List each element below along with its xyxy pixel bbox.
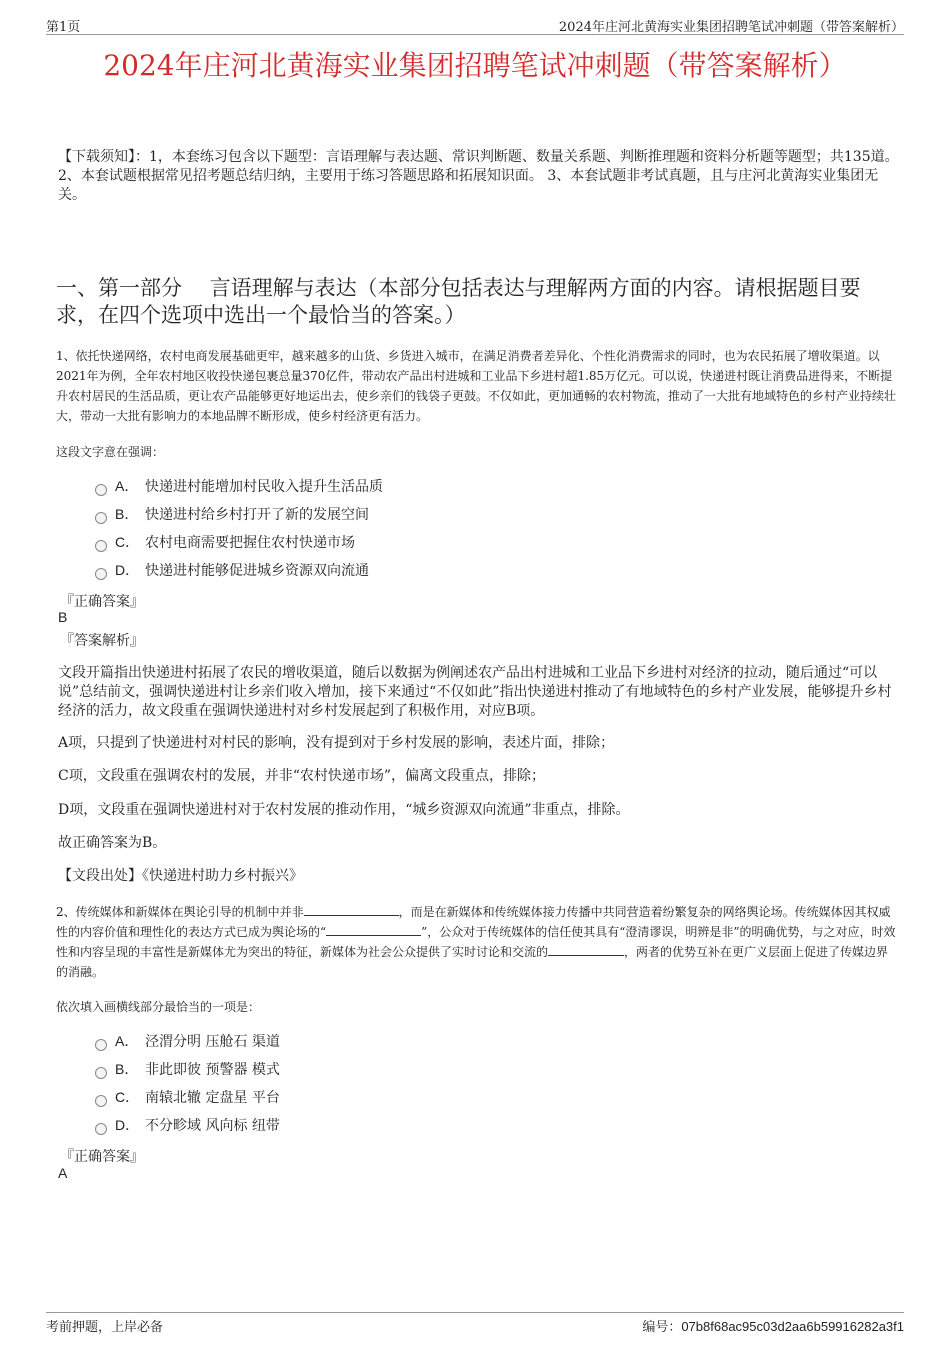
question-1-analysis-d: D项，文段重在强调快递进村对于农村发展的推动作用，“城乡资源双向流通”非重点，排除。 bbox=[58, 802, 630, 818]
question-1-conclusion: 故正确答案为B。 bbox=[58, 835, 167, 851]
page-number: 第1页 bbox=[46, 20, 81, 35]
question-1-option-b[interactable]: B． 快递进村给乡村打开了新的发展空间 bbox=[95, 504, 369, 524]
question-1-answer-label: 『正确答案』 bbox=[60, 594, 144, 610]
question-2-answer-label: 『正确答案』 bbox=[60, 1149, 144, 1165]
question-2-prompt: 依次填入画横线部分最恰当的一项是： bbox=[56, 1000, 261, 1014]
radio-icon[interactable] bbox=[95, 540, 107, 552]
radio-icon[interactable] bbox=[95, 484, 107, 496]
question-2-option-d[interactable]: D． 不分畛域 风向标 纽带 bbox=[95, 1115, 280, 1135]
question-1-stem: 1、依托快递网络，农村电商发展基础更牢，越来越多的山货、乡货进入城市，在满足消费者差异化、个性化消费需求的同时，也为农民拓展了增收渠道。以2021年为例，全年农村地区收投快递包裹总量370亿件，带动农产品出村进城和工业品下乡进村超1.85万亿元。可以说，快递进村既让消费品进得来，不断提升农村居民的生活品质，更让农产品能够更好地运出去，使乡亲们的钱袋子更鼓。不仅如此，更加通畅的农村物流，推动了一大批有地域特色的乡村产业持续壮大，带动一大批有影响力的本地品牌不断形成，使乡村经济更有活力。 bbox=[56, 349, 897, 423]
question-1-prompt: 这段文字意在强调： bbox=[56, 445, 165, 459]
fill-blank-2 bbox=[326, 923, 421, 936]
page-footer bbox=[46, 1312, 904, 1335]
question-1-analysis-a: A项，只提到了快递进村对村民的影响，没有提到对于乡村发展的影响，表述片面，排除； bbox=[58, 735, 615, 751]
download-notice: 【下载须知】：1，本套练习包含以下题型：言语理解与表达题、常识判断题、数量关系题、判断推理题和资料分析题等题型；共135道。 2、本套试题根据常见招考题总结归纳，主要用于练习答题思路和拓展知识面。 3、本套试题非考试真题，且与庄河北黄海实业集团无关。 bbox=[58, 149, 899, 203]
question-2-answer: A bbox=[58, 1165, 68, 1181]
question-1-option-c[interactable]: C． 农村电商需要把握住农村快递市场 bbox=[95, 532, 355, 552]
question-2-option-a[interactable]: A． 泾渭分明 压舱石 渠道 bbox=[95, 1031, 280, 1051]
question-2-stem: 2、传统媒体和新媒体在舆论引导的机制中并非 ，而是在新媒体和传统媒体接力传播中共同营造着纷繁复杂的网络舆论场。传统媒体因其权威性的内容价值和理性化的表达方式已成为舆论场的“ ”，公众对于传统媒体的信任使其具有“澄清谬误，明辨是非”的明确优势，与之对应，时效性和内容呈现的丰富性是新媒体尤为突出的特征，新媒体为社会公众提供了实时讨论和交流的 ，两者的优势互补在更广义层面上促进了传媒边界的消融。 bbox=[56, 905, 896, 979]
question-1-analysis-summary: 文段开篇指出快递进村拓展了农民的增收渠道，随后以数据为例阐述农产品出村进城和工业品下乡进村对经济的拉动，随后通过“可以说”总结前文，强调快递进村让乡亲们收入增加，接下来通过“不仅如此”指出快递进村推动了有地域特色的乡村产业发展，能够提升乡村经济的活力，故文段重在强调快递进村对乡村发展起到了积极作用，对应B项。 bbox=[58, 665, 892, 719]
radio-icon[interactable] bbox=[95, 1095, 107, 1107]
question-1-analysis-c: C项，文段重在强调农村的发展，并非“农村快递市场”，偏离文段重点，排除； bbox=[58, 768, 546, 784]
radio-icon[interactable] bbox=[95, 1067, 107, 1079]
radio-icon[interactable] bbox=[95, 512, 107, 524]
fill-blank-3 bbox=[548, 943, 624, 956]
question-1-option-d[interactable]: D． 快递进村能够促进城乡资源双向流通 bbox=[95, 560, 369, 580]
fill-blank-1 bbox=[304, 903, 399, 916]
document-title: 2024年庄河北黄海实业集团招聘笔试冲刺题（带答案解析） bbox=[103, 49, 847, 82]
radio-icon[interactable] bbox=[95, 568, 107, 580]
question-1-option-a[interactable]: A． 快递进村能增加村民收入提升生活品质 bbox=[95, 476, 383, 496]
radio-icon[interactable] bbox=[95, 1123, 107, 1135]
question-1-source: 【文段出处】《快递进村助力乡村振兴》 bbox=[58, 868, 303, 884]
question-2-option-b[interactable]: B． 非此即彼 预警器 模式 bbox=[95, 1059, 280, 1079]
footer-slogan: 考前押题，上岸必备 bbox=[46, 1320, 164, 1335]
question-1-analysis-label: 『答案解析』 bbox=[60, 633, 144, 649]
section-heading: 一、第一部分 言语理解与表达（本部分包括表达与理解两方面的内容。请根据题目要求，在四个选项中选出一个最恰当的答案。） bbox=[56, 276, 861, 327]
page-header bbox=[46, 14, 904, 35]
footer-code: 编号：07b8f68ac95c03d2aa6b59916282a3f1 bbox=[642, 1319, 904, 1335]
question-1-answer: B bbox=[58, 609, 68, 625]
question-2-option-c[interactable]: C． 南辕北辙 定盘星 平台 bbox=[95, 1087, 280, 1107]
header-doc-title: 2024年庄河北黄海实业集团招聘笔试冲刺题（带答案解析） bbox=[558, 20, 904, 35]
radio-icon[interactable] bbox=[95, 1039, 107, 1051]
